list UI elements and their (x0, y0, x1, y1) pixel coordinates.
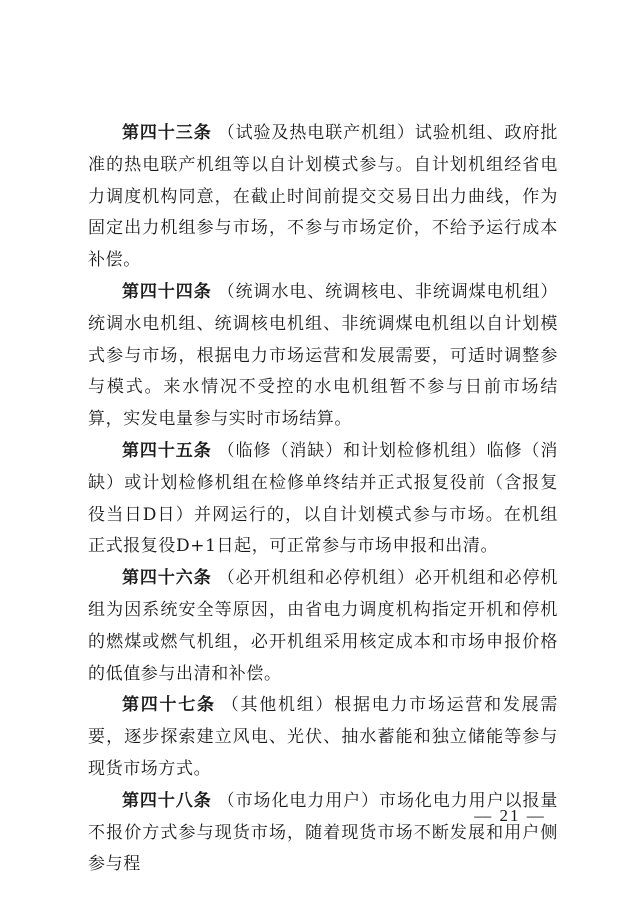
article-heading: 第四十六条 (122, 568, 212, 589)
article-45 (88, 436, 558, 563)
article-heading: 第四十七条 (122, 695, 216, 716)
article-46 (88, 563, 558, 690)
article-text: （临修（消缺）和计划检修机组）临修（消缺）或计划检修机组在检修单终结并正式报复役前（含报复役当日D日）并网运行的，以自计划模式参与市场。在机组正式报复役D+1日起，可正常参与市场申报和出清。 (88, 440, 558, 557)
article-heading: 第四十四条 (122, 281, 212, 302)
article-text: （市场化电力用户）市场化电力用户以报量不报价方式参与现货市场，随着现货市场不断发展和用户侧参与程 (88, 790, 558, 875)
article-heading: 第四十八条 (122, 790, 212, 811)
document-body (88, 118, 558, 881)
article-43 (88, 118, 558, 277)
article-heading: 第四十三条 (122, 123, 212, 143)
article-text: （必开机组和必停机组）必开机组和必停机组为因系统安全等原因，由省电力调度机构指定开机和停机的燃煤或燃气机组，必开机组采用核定成本和市场申报价格的低值参与出清和补偿。 (88, 568, 558, 684)
article-48 (88, 786, 558, 881)
article-47 (88, 690, 558, 785)
article-text: （试验及热电联产机组）试验机组、政府批准的热电联产机组等以自计划模式参与。自计划机组经省电力调度机构同意，在截止时间前提交交易日出力曲线，作为固定出力机组参与市场，不参与市场定价，不给予运行成本补偿。 (88, 123, 558, 271)
page-number: — 21 — (474, 806, 546, 825)
article-text: （其他机组）根据电力市场运营和发展需要，逐步探索建立风电、光伏、抽水蓄能和独立储能等参与现货市场方式。 (88, 695, 558, 779)
article-44 (88, 277, 558, 436)
article-heading: 第四十五条 (122, 440, 212, 461)
article-text: （统调水电、统调核电、非统调煤电机组）统调水电机组、统调核电机组、非统调煤电机组以自计划模式参与市场，根据电力市场运营和发展需要，可适时调整参与模式。来水情况不受控的水电机组暂不参与日前市场结算，实发电量参与实时市场结算。 (88, 281, 558, 430)
